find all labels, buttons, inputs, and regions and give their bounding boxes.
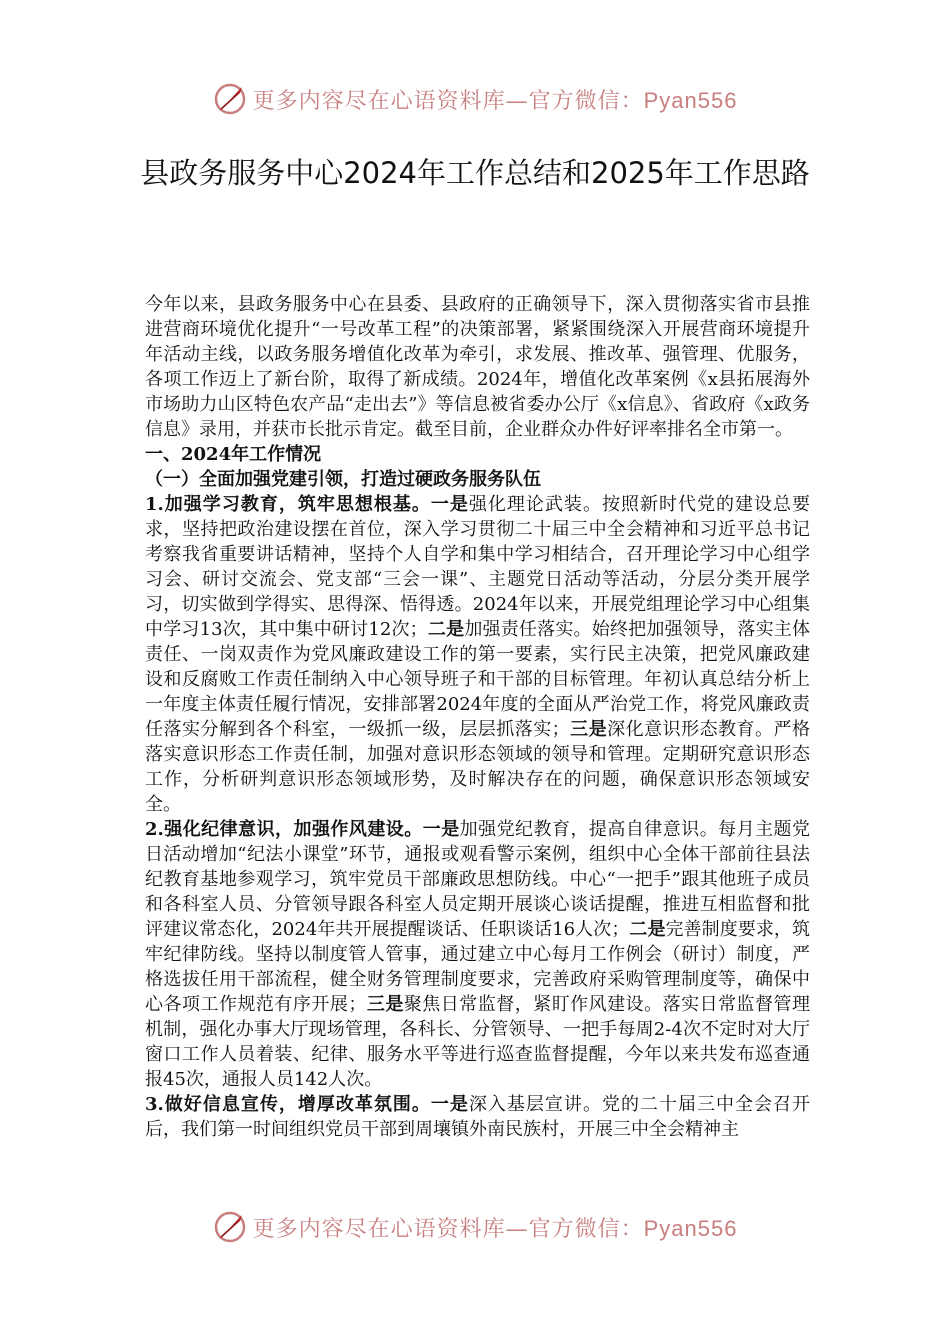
section-heading: 一、2024年工作情况 — [145, 444, 322, 465]
document-body — [145, 292, 810, 1142]
quill-pen-logo-icon — [213, 82, 247, 116]
document-title: 县政务服务中心2024年工作总结和2025年工作思路 — [140, 156, 810, 190]
item-keyword: 二是 — [427, 619, 465, 640]
paragraph-discipline — [145, 817, 810, 1092]
wechat-id: Pyan556 — [643, 87, 738, 113]
item-text: 加强党纪教育，提高自律意识。每月主题党日活动增加“纪法小课堂”环节，通报或观看警示案例，组织中心全体干部前往县法纪教育基地参观学习，筑牢党员干部廉政思想防线。中心“一把手”跟其他班子成员和各科室人员、分管领导跟各科室人员定期开展谈心谈话提醒，推进互相监督和批评建议常态化，2024年共开展提醒谈话、任职谈话16人次； — [145, 819, 811, 940]
item-text: 强化理论武装。按照新时代党的建设总要求，坚持把政治建设摆在首位，深入学习贯彻二十届三中全会精神和习近平总书记考察我省重要讲话精神，坚持个人自学和集中学习相结合，召开理论学习中心组学习会、研讨交流会、党支部“三会一课”、主题党日活动等活动，分层分类开展学习，切实做到学得实、思得深、悟得透。2024年以来，开展党组理论学习中心组集中学习13次，其中集中研讨12次； — [145, 494, 811, 640]
item-text: 完善制度要求，筑牢纪律防线。坚持以制度管人管事，通过建立中心每月工作例会（研讨）制度，严格选拔任用干部流程，健全财务管理制度要求，完善政府采购管理制度等，确保中心各项工作规范有序开展； — [145, 919, 811, 1015]
quill-pen-logo-icon — [213, 1210, 247, 1244]
item-keyword: 一是 — [430, 494, 469, 515]
paragraph-lead: 3.做好信息宣传，增厚改革氛围。 — [145, 1094, 431, 1115]
item-keyword: 三是 — [569, 719, 608, 740]
item-text: 加强责任落实。始终把加强领导，落实主体责任、一岗双责作为党风廉政建设工作的第一要素，实行民主决策，把党风廉政建设和反腐败工作责任制纳入中心领导班子和干部的目标管理。年初认真总结分析上一年度主体责任履行情况，安排部署2024年度的全面从严治党工作，将党风廉政责任落实分解到各个科室，一级抓一级，层层抓落实； — [145, 619, 811, 740]
subsection-heading: （一）全面加强党建引领，打造过硬政务服务队伍 — [145, 469, 541, 490]
item-keyword: 一是 — [422, 819, 460, 840]
wechat-id: Pyan556 — [643, 1215, 738, 1241]
item-keyword: 三是 — [366, 994, 404, 1015]
item-text: 聚焦日常监督，紧盯作风建设。落实日常监督管理机制，强化办事大厅现场管理，各科长、分管领导、一把手每周2-4次不定时对大厅窗口工作人员着装、纪律、服务水平等进行巡查监督提醒，今年以来共发布巡查通报45次，通报人员142人次。 — [145, 994, 811, 1090]
paragraph-lead: 2.强化纪律意识，加强作风建设。 — [145, 819, 423, 840]
banner-text: 更多内容尽在心语资料库—官方微信：Pyan556 — [252, 1215, 738, 1242]
item-text: 深入基层宣讲。党的二十届三中全会召开后，我们第一时间组织党员干部到周壤镇外南民族村，开展三中全会精神主 — [145, 1094, 811, 1140]
banner-text: 更多内容尽在心语资料库—官方微信：Pyan556 — [252, 87, 738, 114]
top-banner — [0, 82, 950, 122]
item-text: 深化意识形态教育。严格落实意识形态工作责任制，加强对意识形态领域的领导和管理。定期研究意识形态工作，分析研判意识形态领域形势，及时解决存在的问题，确保意识形态领域安全。 — [145, 719, 811, 815]
bottom-banner — [0, 1210, 950, 1250]
intro-paragraph: 今年以来，县政务服务中心在县委、县政府的正确领导下，深入贯彻落实省市县推进营商环境优化提升“一号改革工程”的决策部署，紧紧围绕深入开展营商环境提升年活动主线，以政务服务增值化改革为牵引，求发展、推改革、强管理、优服务，各项工作迈上了新台阶，取得了新成绩。2024年，增值化改革案例《x县拓展海外市场助力山区特色农产品“走出去”》等信息被省委办公厅《x信息》、省政府《x政务信息》录用，并获市长批示肯定。截至目前，企业群众办件好评率排名全市第一。 — [145, 294, 810, 440]
paragraph-lead: 1.加强学习教育，筑牢思想根基。 — [145, 494, 431, 515]
item-keyword: 二是 — [629, 919, 666, 940]
paragraph-publicity — [145, 1092, 810, 1142]
paragraph-study — [145, 492, 810, 817]
item-keyword: 一是 — [430, 1094, 469, 1115]
